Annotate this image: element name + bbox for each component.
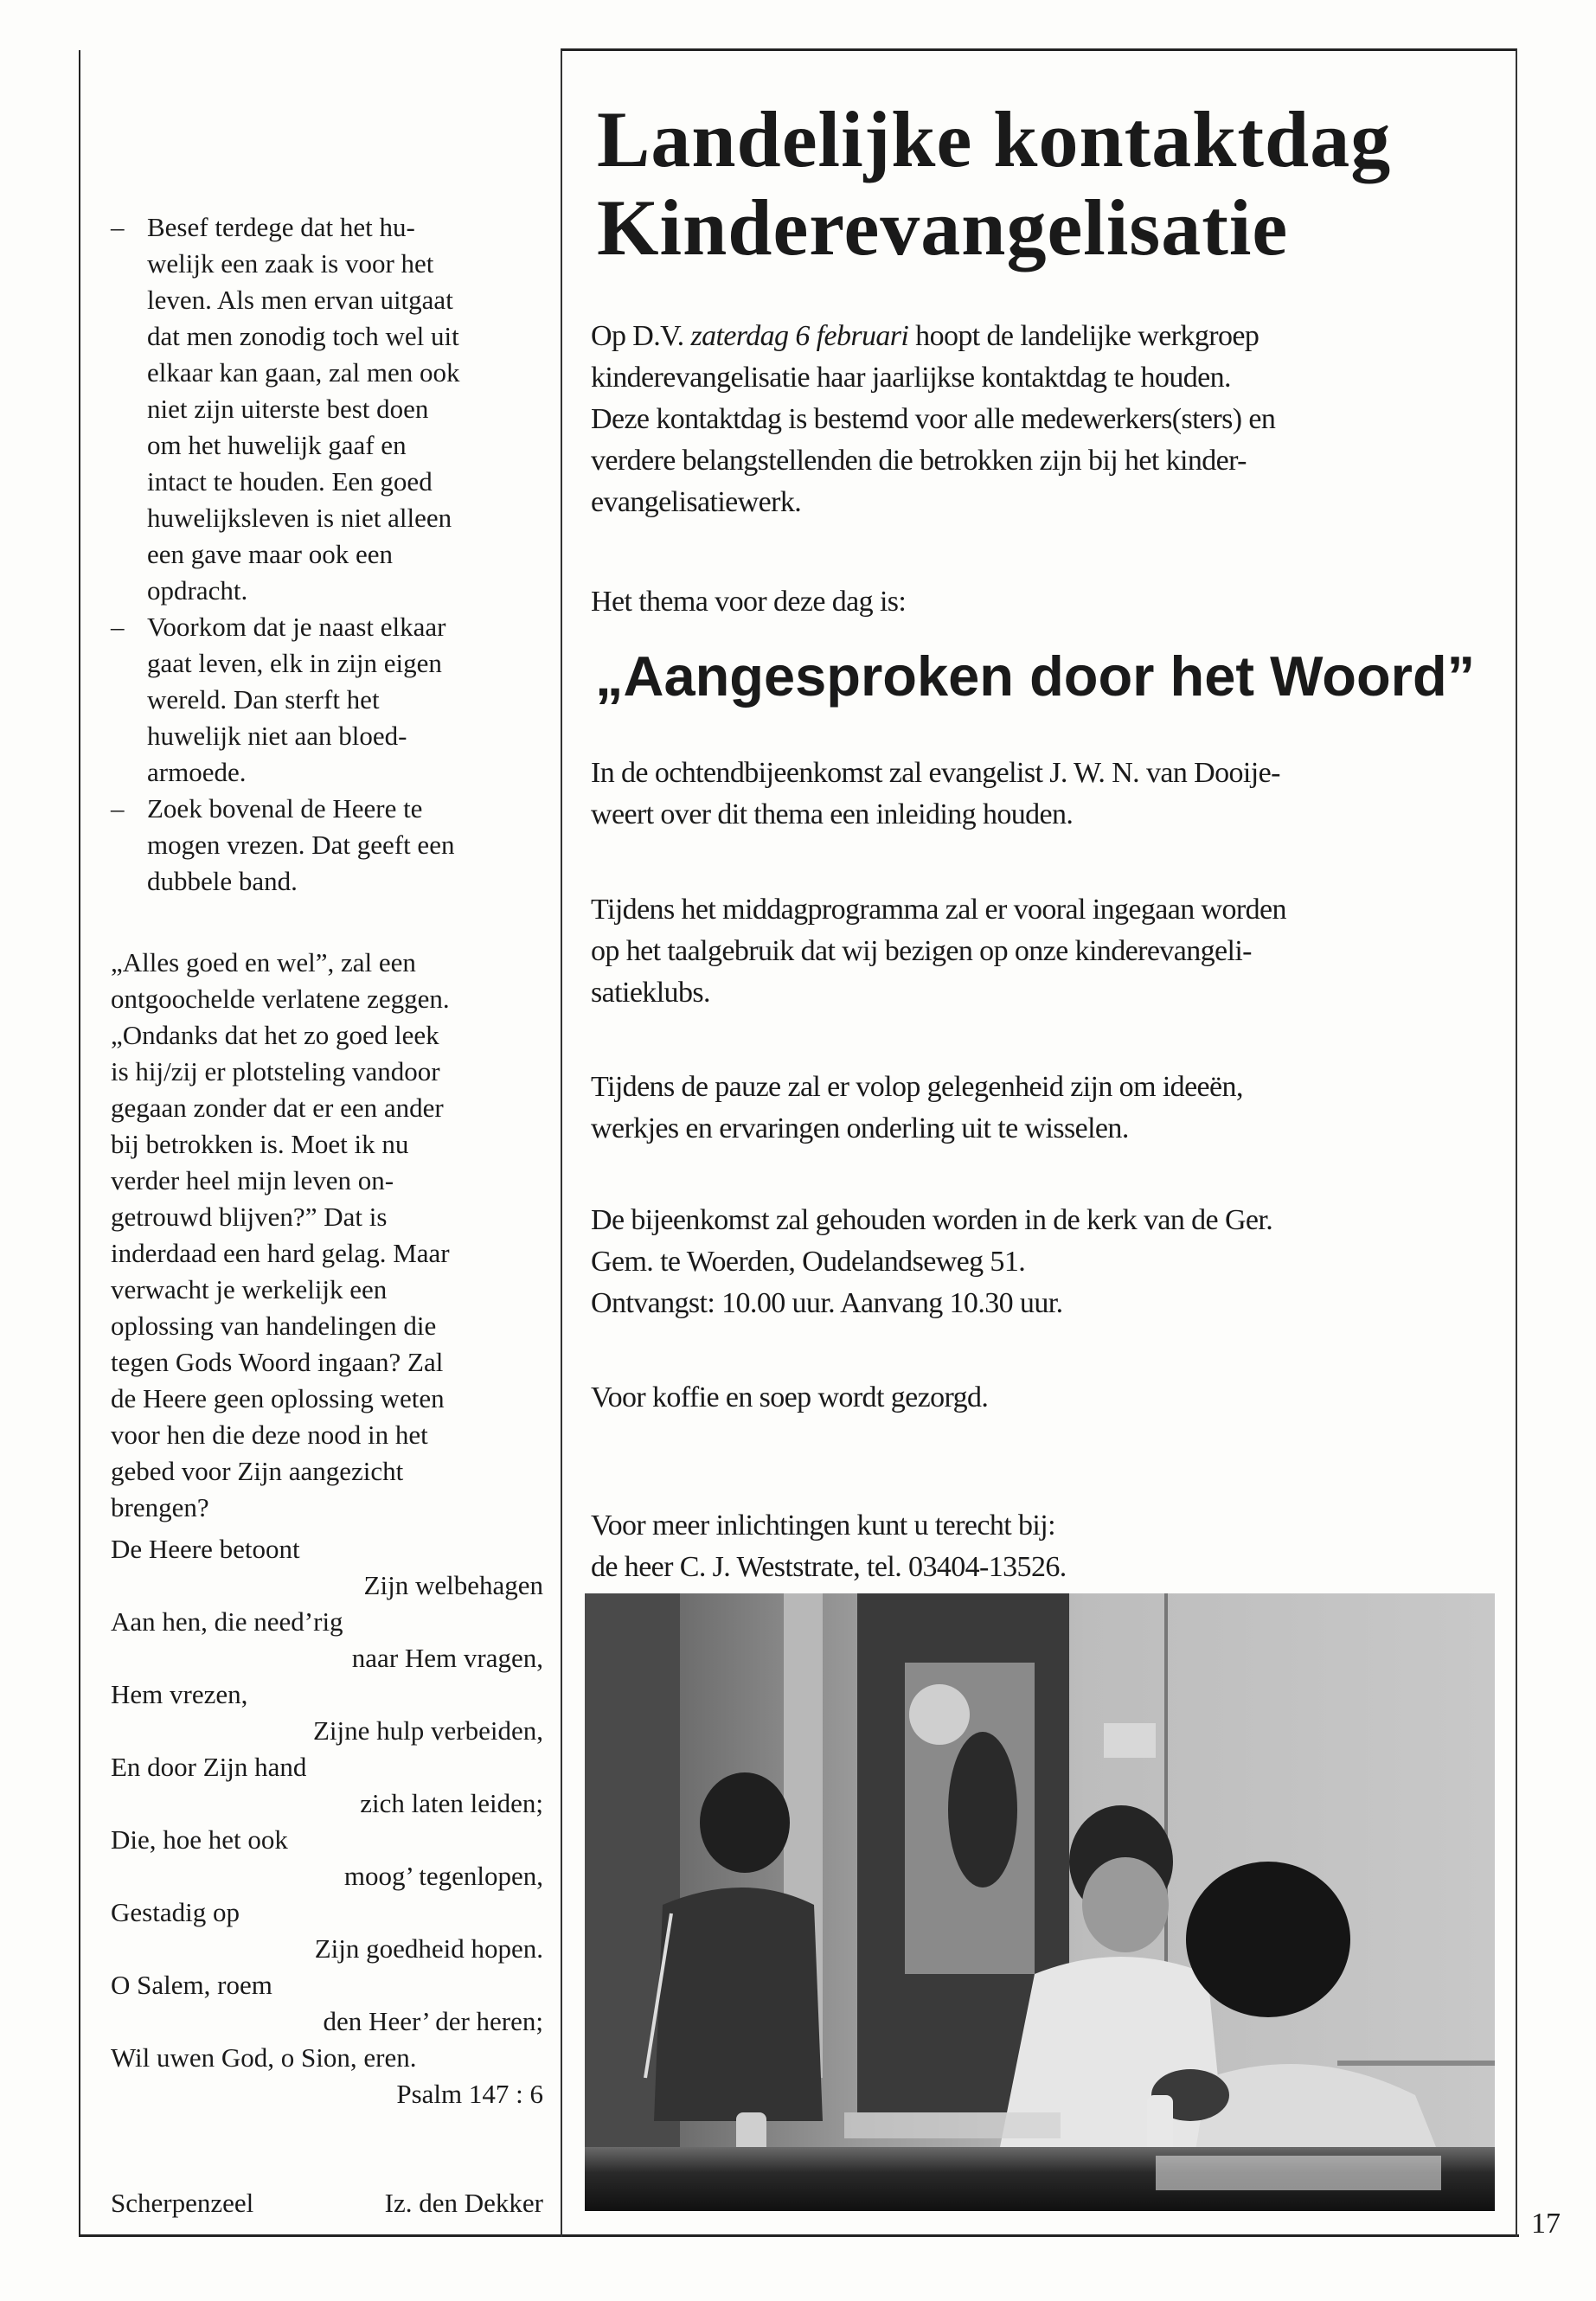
text-line: verdere belangstellenden die betrokken zijn bij het kinder- <box>591 445 1247 477</box>
text-line: intact te houden. Een goed <box>147 466 433 497</box>
article-title <box>597 95 1391 272</box>
text-line: de Heere geen oplossing weten <box>111 1383 445 1413</box>
address-line: Gem. te Woerden, Oudelandseweg 51. <box>591 1246 1026 1278</box>
advice-item <box>111 609 543 791</box>
text-line: Voor meer inlichtingen kunt u terecht bij: <box>591 1509 1055 1541</box>
text-line: weert over dit thema een inleiding houden. <box>591 798 1074 830</box>
text-line: verwacht je werkelijk een <box>111 1274 388 1304</box>
text-line: Voorkom dat je naast elkaar <box>147 612 446 642</box>
text-line: „Alles goed en wel”, zal een <box>111 947 416 977</box>
text-line: Tijdens het middagprogramma zal er vooral ingegaan worden <box>591 894 1286 926</box>
text-line: mogen vrezen. Dat geeft een <box>147 830 455 860</box>
advice-item <box>111 791 543 900</box>
text-line: verder heel mijn leven on- <box>111 1165 394 1195</box>
text-line: niet zijn uiterste best doen <box>147 394 429 424</box>
text-line: wereld. Dan sterft het <box>147 684 380 715</box>
poem-line: Zijne hulp verbeiden, <box>313 1715 543 1746</box>
text-line: satieklubs. <box>591 977 710 1009</box>
text-line: Tijdens de pauze zal er volop gelegenheid zijn om ideeën, <box>591 1071 1243 1103</box>
text-line: bij betrokken is. Moet ik nu <box>111 1129 409 1159</box>
text-line: tegen Gods Woord ingaan? Zal <box>111 1347 444 1377</box>
dash-icon: – <box>111 212 125 242</box>
text-line: „Ondanks dat het zo goed leek <box>111 1020 439 1050</box>
text-line: leven. Als men ervan uitgaat <box>147 285 453 315</box>
afternoon-paragraph <box>591 889 1490 1014</box>
title-line: Kinderevangelisatie <box>597 183 1289 272</box>
text-line: werkjes en ervaringen onderling uit te wisselen. <box>591 1112 1129 1144</box>
signature-author: Iz. den Dekker <box>384 2188 543 2218</box>
reflection-paragraph <box>111 945 543 1526</box>
text-line: De bijeenkomst zal gehouden worden in de kerk van de Ger. <box>591 1204 1273 1236</box>
event-date: zaterdag 6 februari <box>690 320 909 352</box>
text-line: oplossing van handelingen die <box>111 1311 437 1341</box>
text-line: evangelisatiewerk. <box>591 486 802 518</box>
poem-line: En door Zijn hand <box>111 1752 307 1782</box>
text-line: armoede. <box>147 757 247 787</box>
poem-line: Die, hoe het ook <box>111 1824 288 1855</box>
poem-line: De Heere betoont <box>111 1534 300 1564</box>
text-line: om het huwelijk gaaf en <box>147 430 407 460</box>
poem-line: O Salem, roem <box>111 1970 272 2000</box>
text-line: In de ochtendbijeenkomst zal evangelist J. W. N. van Dooije- <box>591 757 1280 789</box>
intro-paragraph <box>591 316 1490 523</box>
text-line: Zoek bovenal de Heere te <box>147 793 423 824</box>
page-number: 17 <box>1531 2208 1561 2240</box>
advice-list <box>111 209 543 900</box>
morning-paragraph <box>591 753 1490 836</box>
poem-line: den Heer’ der heren; <box>323 2006 543 2036</box>
text-fragment: hoopt de landelijke werkgroep <box>908 320 1259 352</box>
text-line: huwelijksleven is niet alleen <box>147 503 452 533</box>
text-line: elkaar kan gaan, zal men ook <box>147 357 460 388</box>
text-line: Besef terdege dat het hu- <box>147 212 415 242</box>
poem-line: Zijn welbehagen <box>363 1570 543 1600</box>
signature <box>111 2185 543 2221</box>
text-line: gegaan zonder dat er een ander <box>111 1093 444 1123</box>
text-line <box>591 316 1490 357</box>
text-line: welijk een zaak is voor het <box>147 248 434 279</box>
title-line: Landelijke kontaktdag <box>597 95 1392 183</box>
catering-paragraph <box>591 1377 1490 1419</box>
text-line: Voor koffie en soep wordt gezorgd. <box>591 1381 989 1413</box>
text-line: ontgoochelde verlatene zeggen. <box>111 984 450 1014</box>
contact-paragraph <box>591 1505 1490 1588</box>
photo-illustration <box>585 1593 1495 2211</box>
text-line: inderdaad een hard gelag. Maar <box>111 1238 450 1268</box>
theme-intro <box>591 581 1490 623</box>
poem-line: Aan hen, die need’rig <box>111 1606 343 1637</box>
poem-line: moog’ tegenlopen, <box>343 1861 543 1891</box>
time-line: Ontvangst: 10.00 uur. Aanvang 10.30 uur. <box>591 1287 1063 1319</box>
text-line: gebed voor Zijn aangezicht <box>111 1456 404 1486</box>
text-line: Het thema voor deze dag is: <box>591 586 907 618</box>
text-line: op het taalgebruik dat wij bezigen op onze kinderevangeli- <box>591 935 1252 967</box>
text-line: een gave maar ook een <box>147 539 394 569</box>
location-paragraph <box>591 1200 1490 1324</box>
poem-line: Hem vrezen, <box>111 1679 248 1709</box>
text-fragment: Op D.V. <box>591 320 691 352</box>
text-line: is hij/zij er plotsteling vandoor <box>111 1056 440 1086</box>
text-line: dat men zonodig toch wel uit <box>147 321 459 351</box>
signature-place: Scherpenzeel <box>111 2188 254 2218</box>
contact-line: de heer C. J. Weststrate, tel. 03404-13526. <box>591 1551 1067 1583</box>
break-paragraph <box>591 1067 1490 1150</box>
text-line: dubbele band. <box>147 866 298 896</box>
text-line: brengen? <box>111 1492 209 1522</box>
advice-item <box>111 209 543 609</box>
poem-line: Wil uwen God, o Sion, eren. <box>111 2042 417 2073</box>
text-line: kinderevangelisatie haar jaarlijkse kontaktdag te houden. <box>591 362 1231 394</box>
dash-icon: – <box>111 793 125 824</box>
text-line: gaat leven, elk in zijn eigen <box>147 648 442 678</box>
poem-line: naar Hem vragen, <box>351 1643 543 1673</box>
text-line: huwelijk niet aan bloed- <box>147 721 407 751</box>
poem-line: zich laten leiden; <box>360 1788 543 1818</box>
poem-line: Gestadig op <box>111 1897 240 1927</box>
text-line: Deze kontaktdag is bestemd voor alle medewerkers(sters) en <box>591 403 1276 435</box>
psalm-reference: Psalm 147 : 6 <box>396 2079 543 2109</box>
dash-icon: – <box>111 612 125 642</box>
left-column-rule <box>79 50 80 2235</box>
text-line: opdracht. <box>147 575 248 606</box>
event-photo <box>585 1593 1495 2211</box>
text-line: getrouwd blijven?” Dat is <box>111 1202 388 1232</box>
text-line: voor hen die deze nood in het <box>111 1420 428 1450</box>
psalm-poem <box>111 1531 543 2112</box>
poem-line: Zijn goedheid hopen. <box>314 1933 543 1964</box>
theme-heading: „Aangesproken door het Woord” <box>595 644 1476 708</box>
